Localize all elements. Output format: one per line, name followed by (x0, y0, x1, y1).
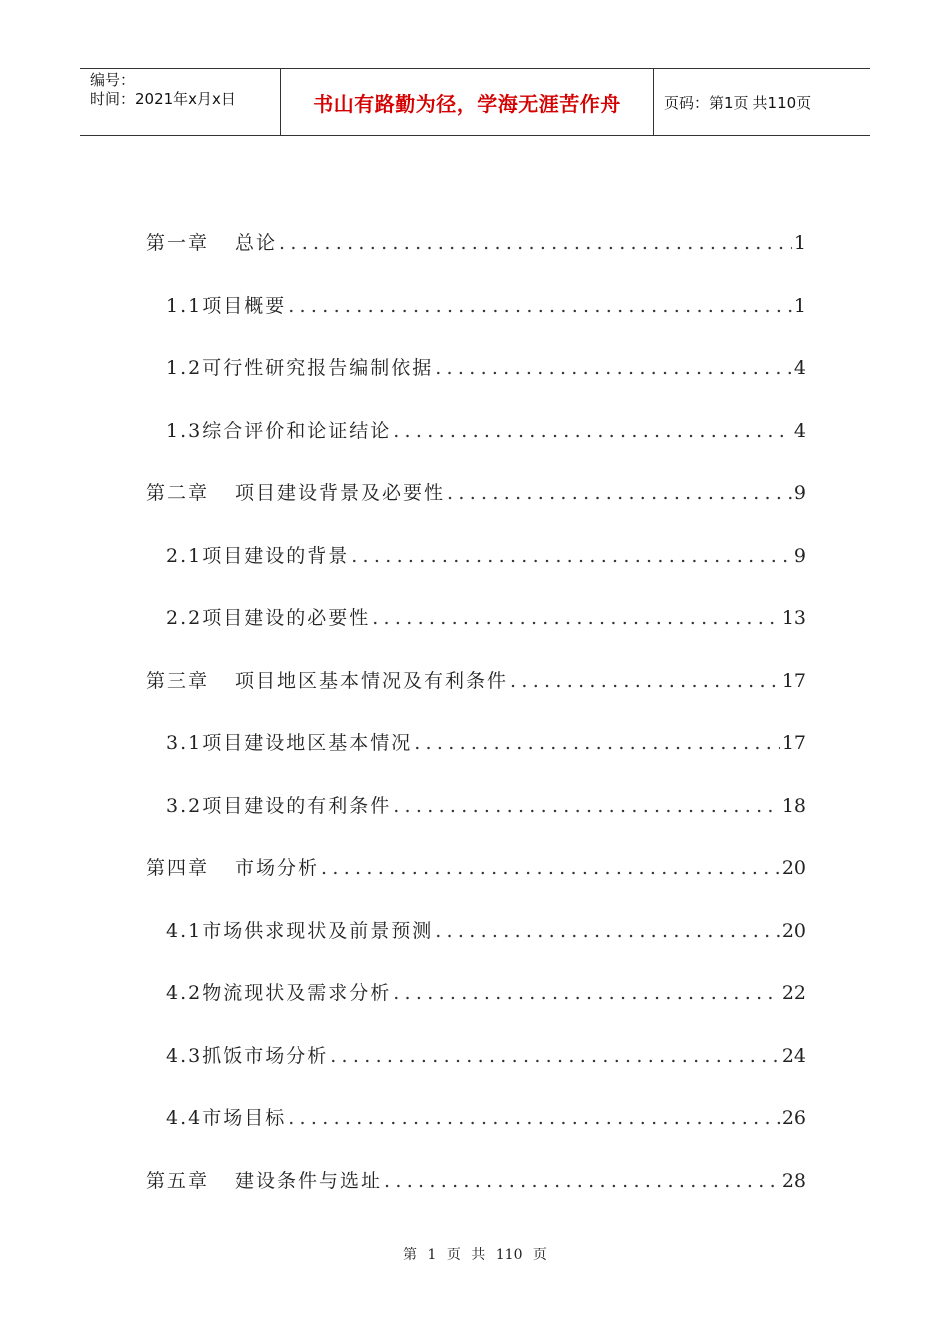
toc-entry-title (146, 666, 508, 693)
toc-chapter-entry[interactable] (146, 853, 806, 916)
header-page-number: 页码：第1页 (664, 93, 749, 112)
toc-dot-leader (279, 232, 792, 254)
toc-page-number: 1 (793, 232, 806, 254)
toc-page-number: 9 (793, 544, 806, 567)
header-page-info (654, 69, 870, 135)
toc-entry-title (166, 1041, 328, 1068)
toc-entry-text: 总论 (235, 232, 278, 254)
toc-entry-title (166, 353, 433, 380)
toc-entry-text: 4.3抓饭市场分析 (166, 1044, 329, 1067)
toc-section-entry[interactable] (146, 1103, 806, 1166)
document-number-label: 编号： (90, 71, 136, 89)
toc-section-entry[interactable] (146, 791, 806, 854)
toc-chapter-entry[interactable] (146, 1166, 806, 1229)
toc-entry-title (146, 853, 319, 880)
toc-dot-leader (393, 982, 780, 1004)
toc-section-entry[interactable] (146, 416, 806, 479)
header-page-total: 共110页 (752, 93, 812, 112)
toc-entry-text: 4.4市场目标 (166, 1107, 287, 1129)
toc-dot-leader (321, 857, 780, 879)
toc-entry-title (166, 416, 391, 443)
toc-dot-leader (435, 920, 780, 942)
toc-dot-leader (393, 420, 792, 442)
toc-page-number: 20 (781, 857, 806, 879)
toc-page-number: 1 (793, 294, 806, 317)
toc-section-entry[interactable] (146, 603, 806, 666)
toc-entry-title (166, 1103, 286, 1130)
document-date: 时间：2021年x月x日 (90, 90, 236, 108)
toc-entry-title (146, 1166, 382, 1193)
page-header (80, 68, 870, 136)
toc-dot-leader (288, 1107, 780, 1129)
toc-entry-text: 3.1项目建设地区基本情况 (166, 732, 413, 754)
toc-chapter-number: 第三章 (146, 669, 210, 692)
toc-chapter-entry[interactable] (146, 478, 806, 541)
toc-page-number: 28 (781, 1169, 806, 1192)
toc-section-entry[interactable] (146, 1041, 806, 1104)
toc-page-number: 18 (781, 794, 806, 817)
toc-page-number: 4 (793, 419, 806, 442)
toc-dot-leader (372, 607, 780, 629)
toc-entry-title (166, 291, 286, 318)
header-motto: 书山有路勤为径，学海无涯苦作舟 (313, 91, 621, 116)
toc-section-entry[interactable] (146, 728, 806, 791)
toc-dot-leader (510, 670, 780, 692)
toc-entry-text: 3.2项目建设的有利条件 (166, 794, 392, 817)
toc-entry-text: 4.1市场供求现状及前景预测 (166, 919, 434, 942)
toc-entry-title (166, 791, 391, 818)
toc-entry-text: 建设条件与选址 (235, 1169, 383, 1192)
toc-dot-leader (393, 795, 780, 817)
header-meta (80, 69, 281, 135)
toc-entry-title (166, 603, 370, 630)
toc-dot-leader (384, 1170, 780, 1192)
toc-chapter-entry[interactable] (146, 666, 806, 729)
toc-entry-title (166, 916, 433, 943)
toc-dot-leader (330, 1045, 780, 1067)
toc-page-number: 17 (781, 732, 806, 754)
toc-entry-text: 2.1项目建设的背景 (166, 544, 350, 567)
toc-entry-text: 项目地区基本情况及有利条件 (235, 669, 509, 692)
toc-section-entry[interactable] (146, 291, 806, 354)
header-motto-cell (281, 69, 654, 135)
toc-page-number: 22 (781, 982, 806, 1004)
toc-page-number: 13 (781, 607, 806, 629)
toc-entry-text: 项目建设背景及必要性 (235, 482, 446, 504)
toc-dot-leader (288, 295, 792, 317)
toc-page-number: 26 (781, 1107, 806, 1129)
toc-dot-leader (351, 545, 792, 567)
toc-page-number: 4 (793, 357, 806, 379)
toc-dot-leader (447, 482, 792, 504)
toc-page-number: 17 (781, 669, 806, 692)
toc-chapter-number: 第四章 (146, 857, 210, 879)
toc-entry-text: 4.2物流现状及需求分析 (166, 982, 392, 1004)
toc-entry-title (146, 478, 445, 505)
toc-chapter-number: 第一章 (146, 232, 210, 254)
toc-chapter-number: 第二章 (146, 482, 210, 504)
toc-entry-title (166, 978, 391, 1005)
toc-section-entry[interactable] (146, 916, 806, 979)
toc-entry-text: 1.3综合评价和论证结论 (166, 419, 392, 442)
toc-page-number: 20 (781, 919, 806, 942)
toc-entry-text: 1.2可行性研究报告编制依据 (166, 357, 434, 379)
page-footer: 第 1 页 共 110 页 (403, 1247, 547, 1263)
toc-section-entry[interactable] (146, 978, 806, 1041)
toc-entry-text: 1.1项目概要 (166, 294, 287, 317)
toc-dot-leader (414, 732, 780, 754)
toc-entry-title (146, 228, 277, 255)
toc-chapter-entry[interactable] (146, 228, 806, 291)
toc-entry-text: 2.2项目建设的必要性 (166, 607, 371, 629)
toc-dot-leader (435, 357, 792, 379)
toc-page-number: 24 (781, 1044, 806, 1067)
toc-chapter-number: 第五章 (146, 1169, 210, 1192)
toc-entry-title (166, 541, 349, 568)
toc-section-entry[interactable] (146, 541, 806, 604)
toc-page-number: 9 (793, 482, 806, 504)
table-of-contents (146, 228, 806, 1228)
toc-entry-text: 市场分析 (235, 857, 320, 879)
toc-section-entry[interactable] (146, 353, 806, 416)
toc-entry-title (166, 728, 412, 755)
